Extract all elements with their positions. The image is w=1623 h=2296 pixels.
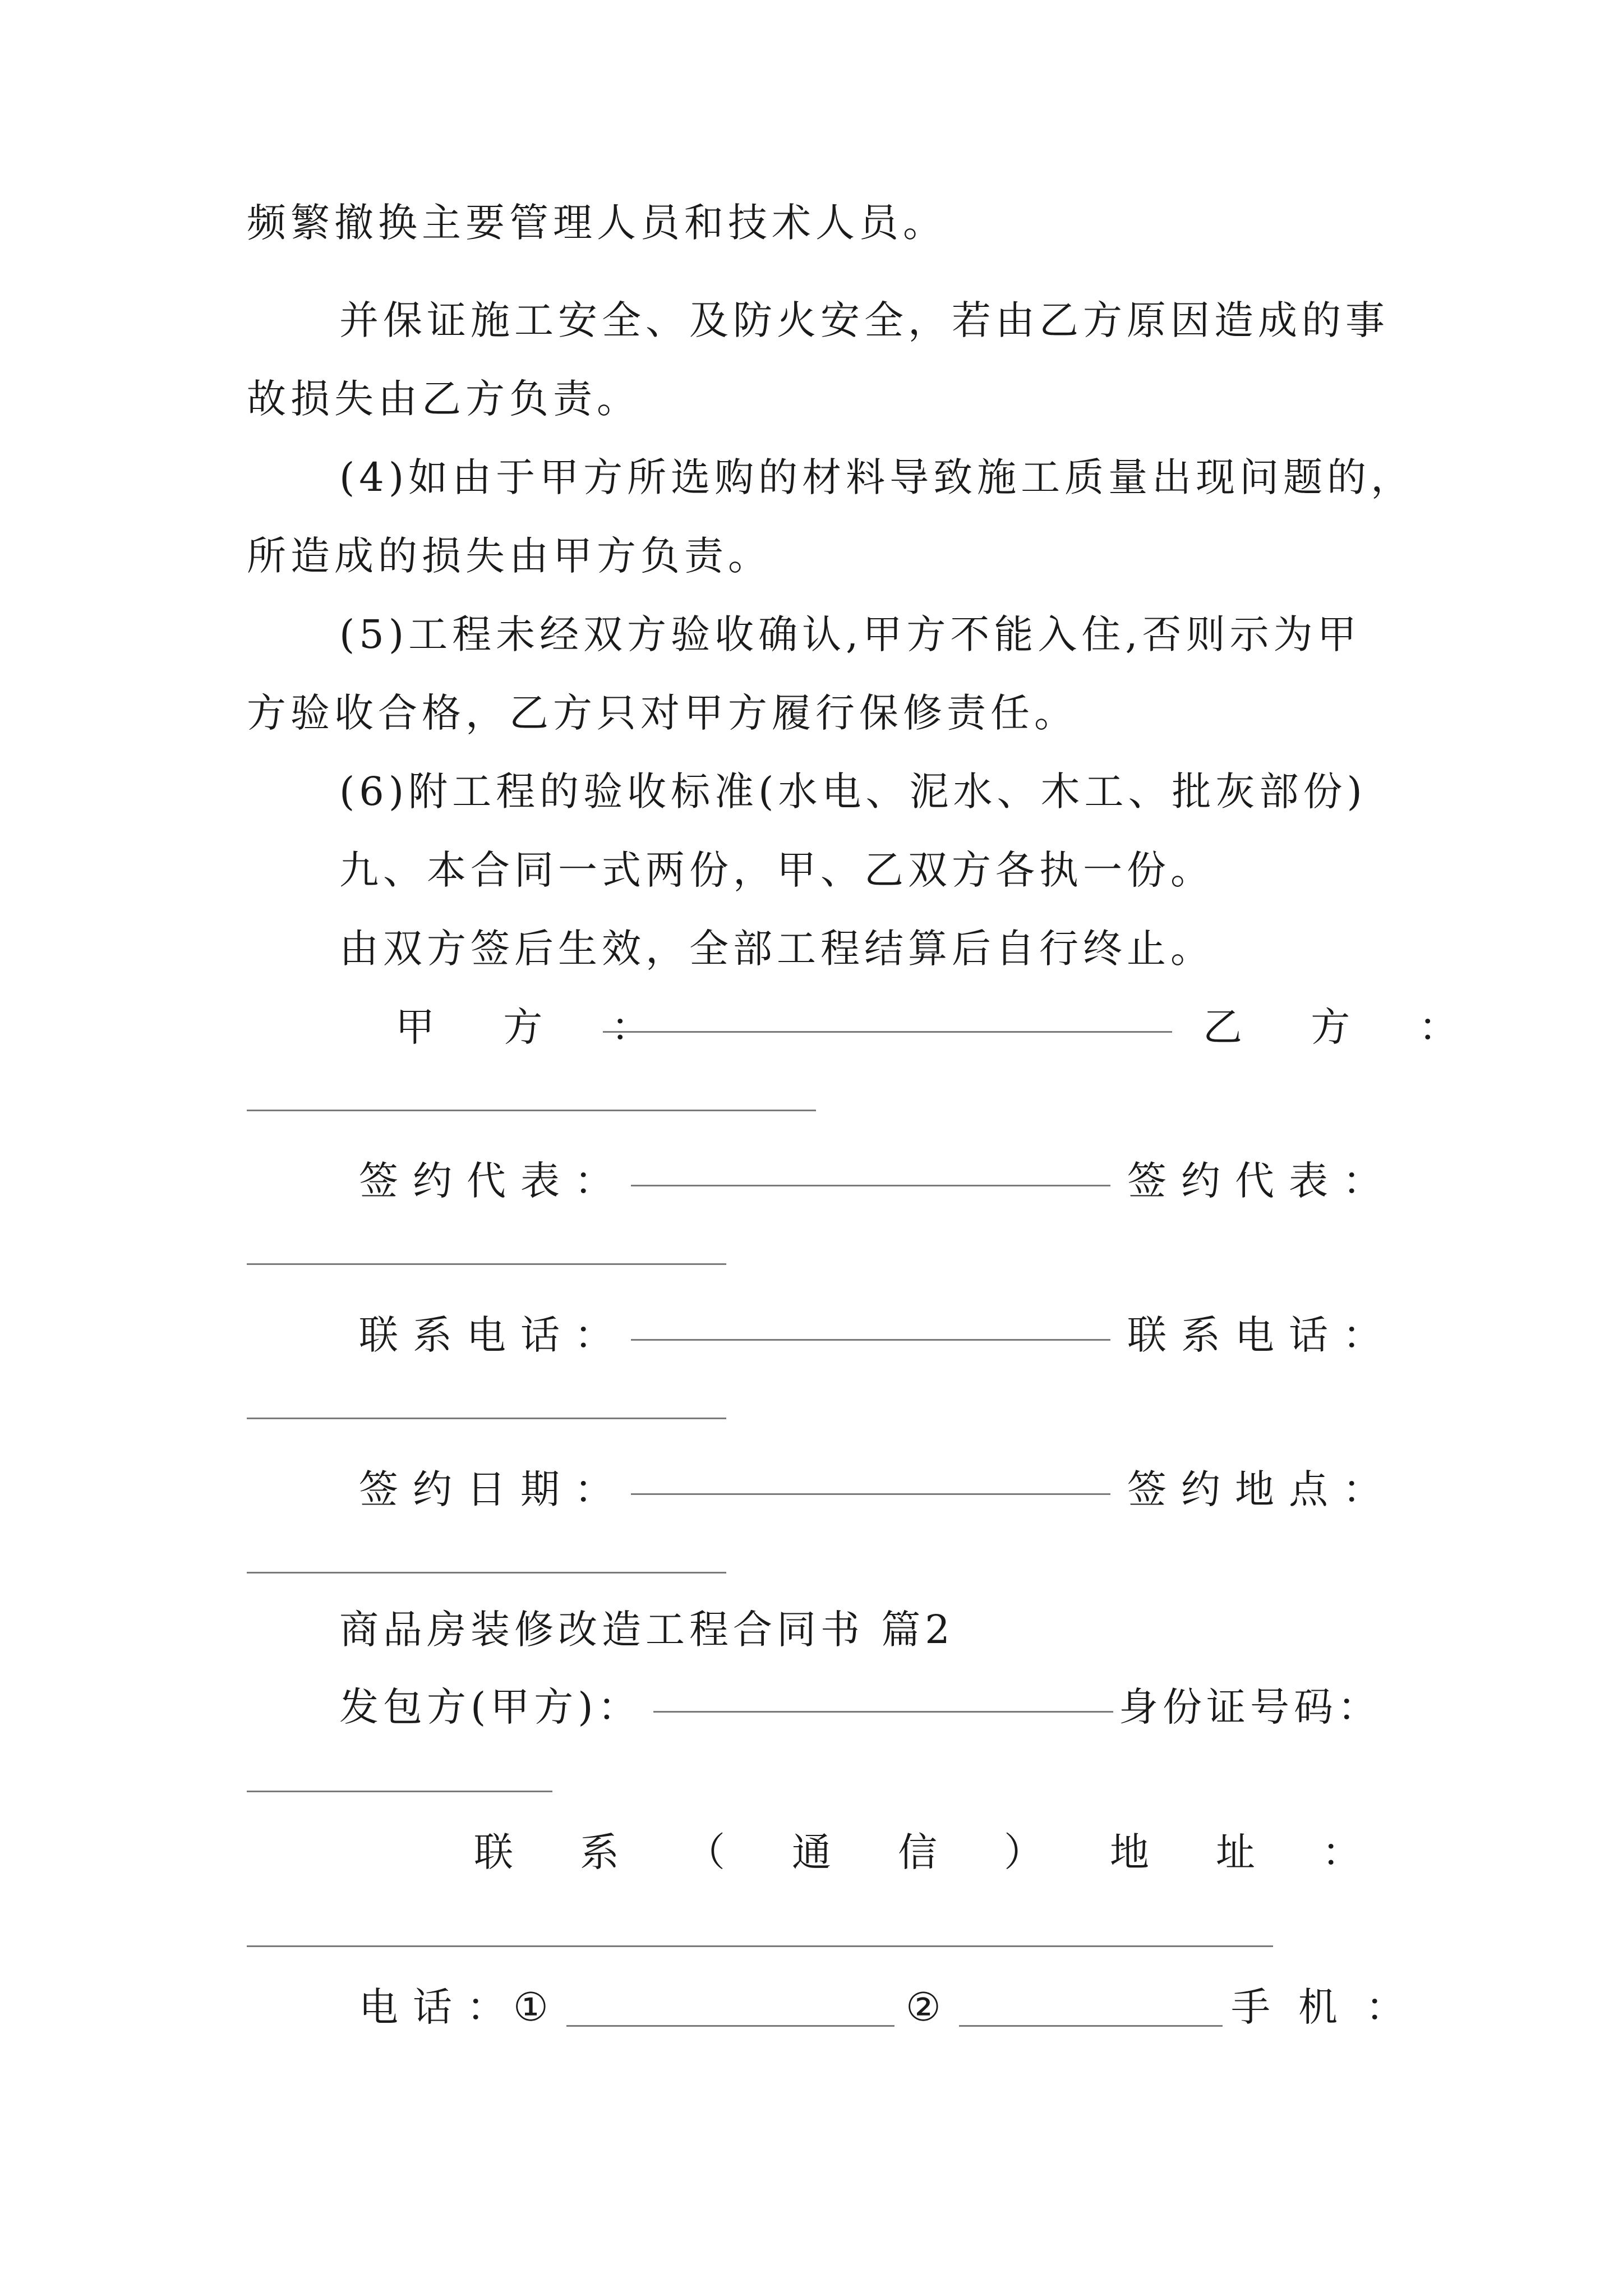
circle-number-2: ②	[906, 1984, 946, 2030]
phone-2-blank	[959, 2025, 1223, 2027]
party-a-blank	[603, 1031, 1172, 1033]
paragraph-line: 频繁撤换主要管理人员和技术人员。	[247, 200, 947, 246]
mobile-label: 手机：	[1231, 1984, 1433, 2030]
paragraph-line: 并保证施工安全、及防火安全，若由乙方原因造成的事	[339, 297, 1389, 343]
id-blank	[247, 1791, 552, 1792]
paragraph-line: 方验收合格，乙方只对甲方履行保修责任。	[247, 690, 1078, 736]
place-blank	[247, 1572, 726, 1573]
party-b-label: 乙 方 ：	[1203, 1004, 1486, 1050]
paragraph-line: (5)工程未经双方验收确认,甲方不能入住,否则示为甲	[339, 611, 1361, 657]
paragraph-line: 故损失由乙方负责。	[247, 376, 640, 422]
rep-a-label: 签约代表：	[359, 1158, 628, 1204]
rep-b-blank	[247, 1263, 726, 1265]
paragraph-line: (6)附工程的验收标准(水电、泥水、木工、批灰部份)	[339, 769, 1367, 815]
paragraph-line: 所造成的损失由甲方负责。	[247, 533, 772, 579]
client-blank	[653, 1711, 1113, 1713]
party-a-label: 甲 方 ：	[395, 1004, 679, 1050]
party-b-blank	[247, 1110, 816, 1111]
phone-b-label: 联系电话：	[1127, 1312, 1396, 1358]
rep-b-label: 签约代表：	[1127, 1158, 1396, 1204]
phone-1-blank	[566, 2025, 895, 2027]
paragraph-line: 九、本合同一式两份，甲、乙双方各执一份。	[339, 847, 1214, 893]
id-label: 身份证号码：	[1119, 1684, 1381, 1730]
address-label: 联 系 （ 通 信 ） 地 址 ：	[474, 1829, 1366, 1875]
phone-a-blank	[631, 1339, 1110, 1341]
client-label: 发包方(甲方)：	[339, 1684, 642, 1730]
section-title: 商品房装修改造工程合同书 篇2	[339, 1607, 955, 1653]
phone-a-label: 联系电话：	[359, 1312, 628, 1358]
date-blank	[631, 1493, 1110, 1495]
paragraph-line: (4)如由于甲方所选购的材料导致施工质量出现问题的，	[339, 454, 1415, 500]
place-label: 签约地点：	[1127, 1466, 1396, 1512]
circle-number-1: ①	[513, 1984, 553, 2030]
rep-a-blank	[631, 1185, 1110, 1186]
paragraph-line: 由双方签后生效，全部工程结算后自行终止。	[339, 926, 1214, 972]
address-blank	[247, 1945, 1273, 1947]
date-label: 签约日期：	[359, 1466, 628, 1512]
phone-label: 电话：	[359, 1984, 520, 2030]
phone-b-blank	[247, 1418, 726, 1419]
